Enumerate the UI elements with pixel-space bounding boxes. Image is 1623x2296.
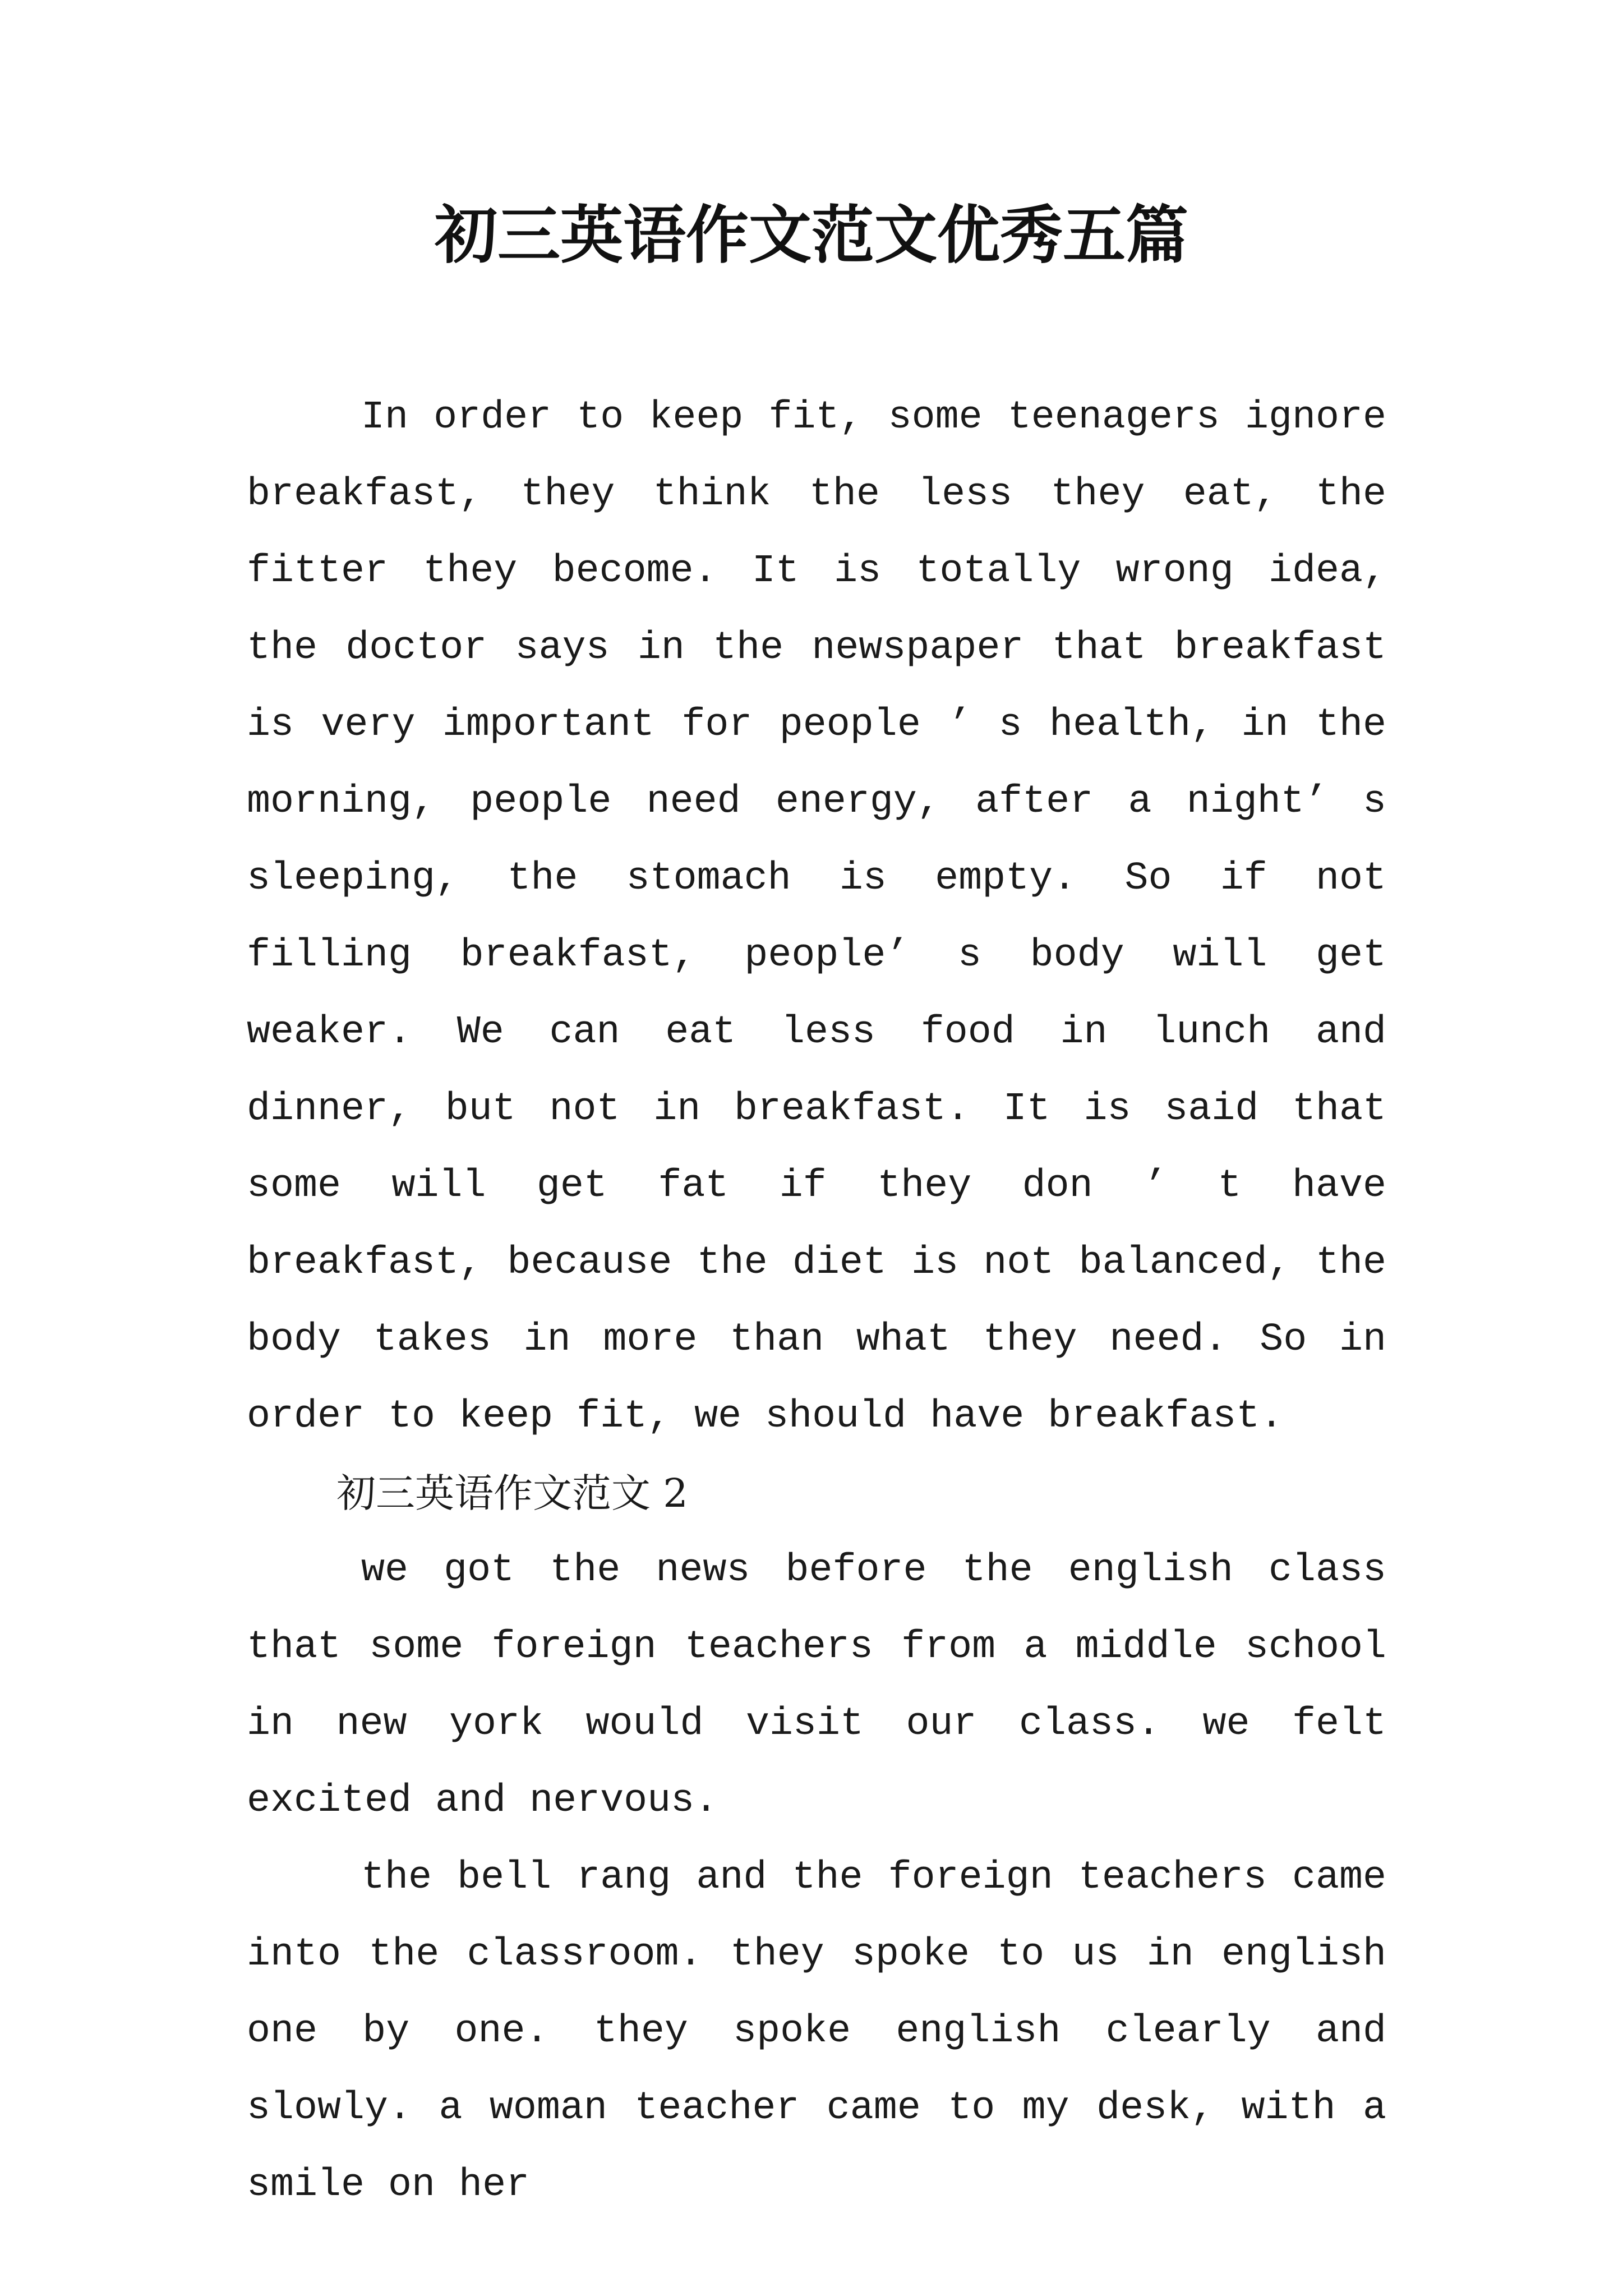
essay-paragraph-1: In order to keep fit, some teenagers ignore breakfast, they think the less they eat, the fitter they become. It is totally wrong idea, the doctor says in the newspaper that breakfast is very important for people ’ s health, in the morning, people need energy, after a night’ s sleeping, the stomach is empty. So if not filling breakfast, people’ s body will get weaker. We can eat less food in lunch and dinner, but not in breakfast. It is said that some will get fat if they don ’ t have breakfast, because the diet is not balanced, the body takes in more than what they need. So in order to keep fit, we should have breakfast. [247,395,1386,1439]
essay-2-paragraph-2: the bell rang and the foreign teachers came into the classroom. they spoke to us in english one by one. they spoke english clearly and slowly. a woman teacher came to my desk, with a smile on her [247,1856,1386,2207]
essay-2-paragraph-1: we got the news before the english class that some foreign teachers from a middle school in new york would visit our class. we felt excited and nervous. [247,1548,1386,1823]
document-title: 初三英语作文范文优秀五篇 [435,199,1188,272]
section-heading: 初三英语作文范文 2 [336,1470,688,1516]
document-body [247,379,1386,2224]
